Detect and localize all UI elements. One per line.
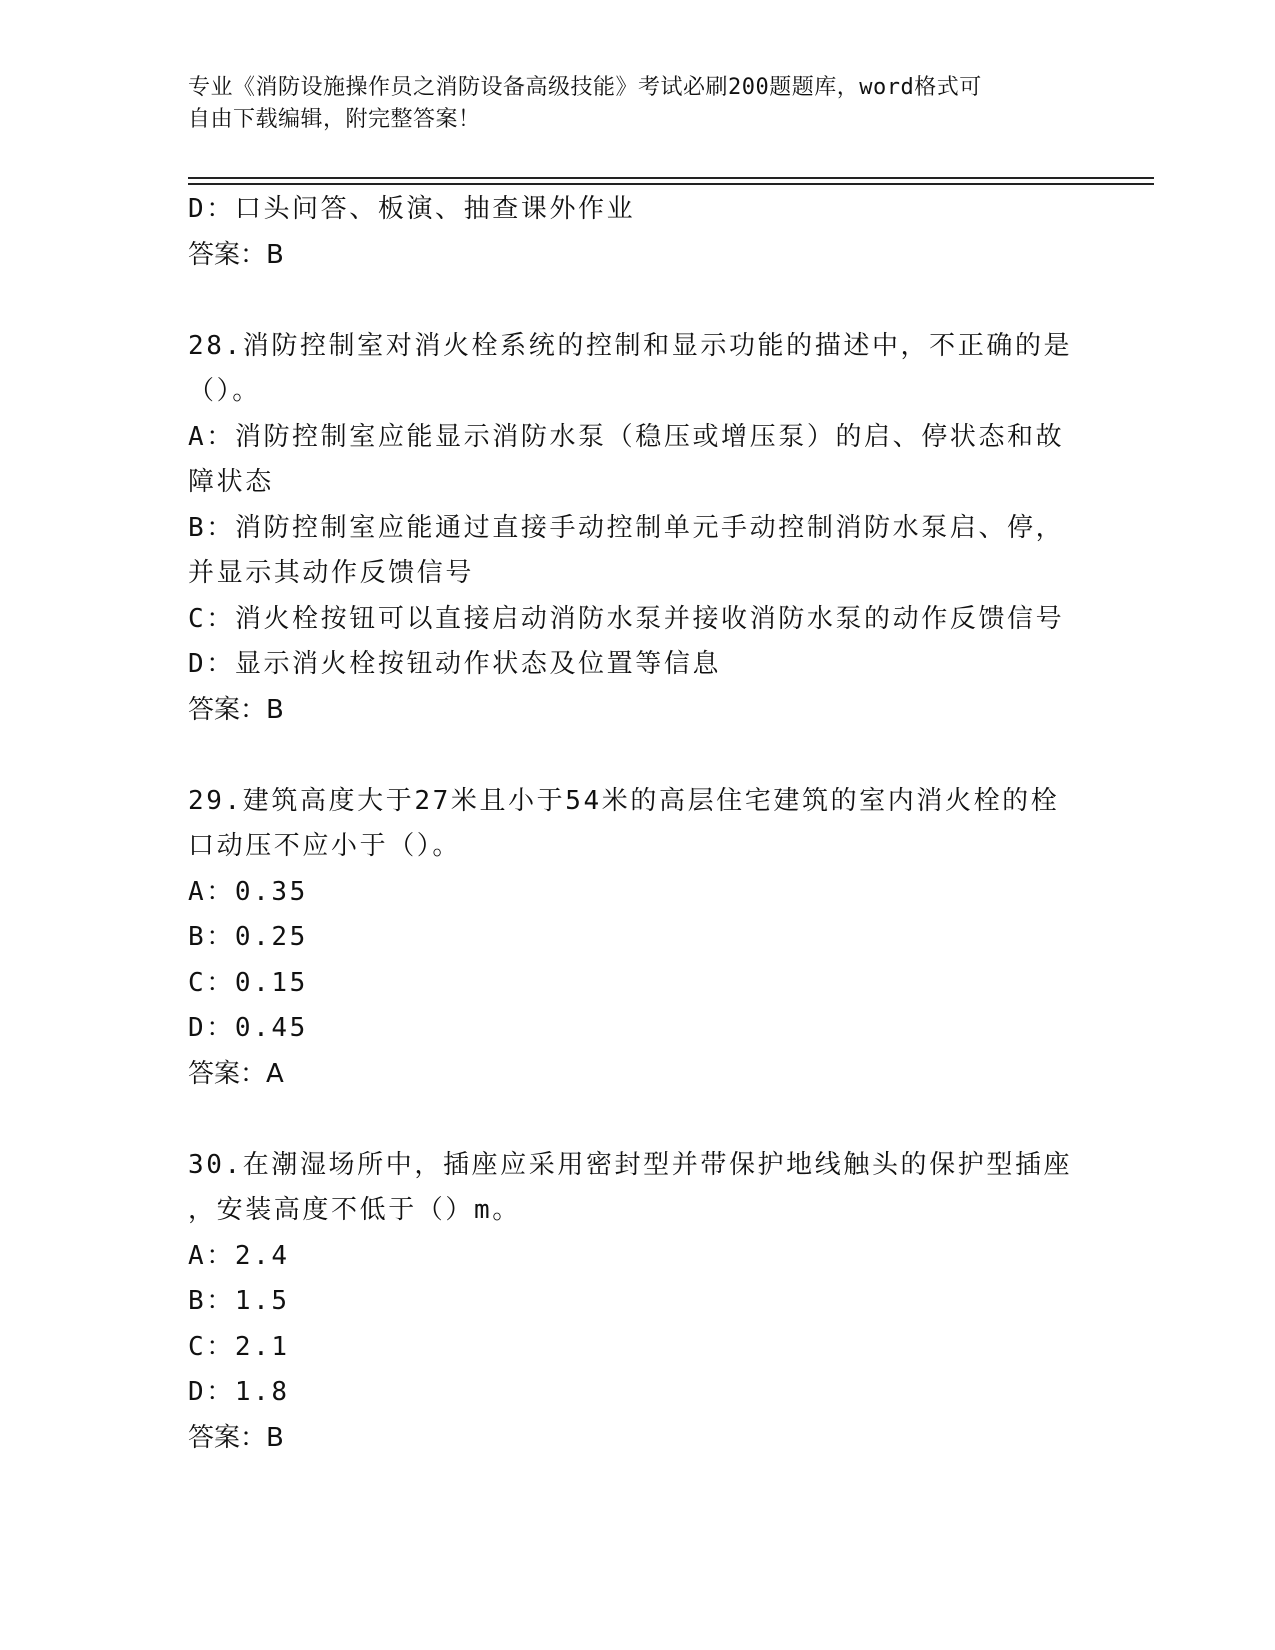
answer-line [188, 233, 1088, 279]
question-spacer [188, 278, 1088, 324]
previous-question-fragment [188, 187, 1088, 278]
answer-value: B [266, 694, 284, 725]
option-b-line: B：0.25 [188, 922, 308, 952]
question-stem-line: 口动压不应小于（）。 [188, 831, 462, 861]
header-rule-top [188, 177, 1154, 179]
option-a-line: A：0.35 [188, 876, 308, 907]
question-29 [188, 779, 1088, 1098]
answer-line [188, 688, 1088, 734]
option-d: D：口头问答、板演、抽查课外作业 [188, 194, 636, 224]
answer-value: B [266, 1422, 284, 1453]
question-stem-line: ，安装高度不低于（）m。 [188, 1195, 521, 1225]
header-line-1: 专业《消防设施操作员之消防设备高级技能》考试必刷200题题库，word格式可 [188, 75, 982, 100]
option-b-line: B：消防控制室应能通过直接手动控制单元手动控制消防水泵启、停， [188, 512, 1065, 543]
header-rule-bottom [188, 183, 1154, 185]
question-content [188, 187, 1088, 1461]
option-d-line: D：0.45 [188, 1013, 308, 1043]
question-spacer [188, 1097, 1088, 1143]
option-d-line: D：1.8 [188, 1377, 290, 1407]
question-30 [188, 1143, 1088, 1462]
question-stem-line: （）。 [188, 376, 261, 406]
question-spacer [188, 733, 1088, 779]
answer-label: 答案： [188, 239, 267, 270]
answer-label: 答案： [188, 694, 267, 725]
answer-label: 答案： [188, 1422, 267, 1453]
answer-value: A [266, 1058, 284, 1089]
option-c-line: C：0.15 [188, 967, 308, 998]
question-stem-line: 30.在潮湿场所中，插座应采用密封型并带保护地线触头的保护型插座 [188, 1149, 1073, 1180]
option-b-line: 并显示其动作反馈信号 [188, 558, 475, 588]
option-c-line: C：2.1 [188, 1331, 290, 1362]
header-line-2: 自由下载编辑，附完整答案！ [188, 107, 481, 132]
option-a-line: 障状态 [188, 467, 274, 497]
answer-label: 答案： [188, 1058, 267, 1089]
answer-value: B [266, 239, 284, 270]
option-c-line: C：消火栓按钮可以直接启动消防水泵并接收消防水泵的动作反馈信号 [188, 603, 1065, 634]
option-a-line: A：消防控制室应能显示消防水泵（稳压或增压泵）的启、停状态和故 [188, 421, 1065, 452]
document-header [188, 72, 1068, 136]
question-28 [188, 324, 1088, 734]
question-stem-line: 28.消防控制室对消火栓系统的控制和显示功能的描述中，不正确的是 [188, 330, 1073, 361]
question-stem-line: 29.建筑高度大于27米且小于54米的高层住宅建筑的室内消火栓的栓 [188, 785, 1060, 816]
option-a-line: A：2.4 [188, 1240, 290, 1271]
option-d-line: D：显示消火栓按钮动作状态及位置等信息 [188, 649, 722, 679]
option-b-line: B：1.5 [188, 1286, 290, 1316]
answer-line [188, 1416, 1088, 1462]
answer-line [188, 1052, 1088, 1098]
